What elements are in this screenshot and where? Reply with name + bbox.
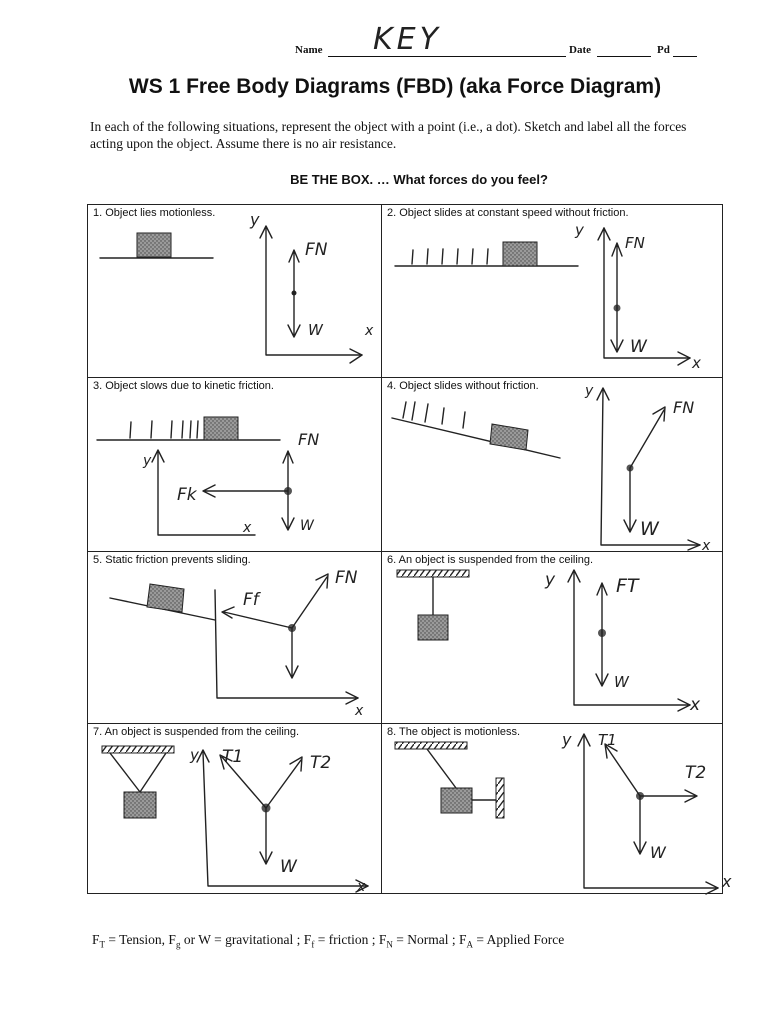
y-axis-label: y: [190, 746, 199, 764]
instructions: In each of the following situations, represent the object with a point (i.e., a dot). Sketch and label all the forces acting upon the object. Assume there is no air resistance.: [90, 119, 687, 151]
y-axis-label: y: [562, 730, 572, 749]
x-axis-label: x: [243, 520, 252, 536]
weight-label: W: [300, 518, 314, 534]
name-field[interactable]: [328, 56, 566, 57]
date-field[interactable]: [597, 56, 651, 57]
x-axis-label: x: [365, 323, 374, 339]
x-axis-label: x: [690, 695, 701, 715]
x-axis-label: x: [702, 538, 711, 554]
tension-2-label: T2: [310, 753, 332, 773]
date-label: Date: [569, 44, 591, 56]
problem-label-5: 5. Static friction prevents sliding.: [93, 554, 251, 566]
x-axis-label: x: [692, 354, 701, 372]
weight-label: W: [308, 321, 323, 339]
kinetic-friction-label: Fk: [177, 485, 197, 505]
name-label: Name: [295, 44, 323, 56]
subtitle: BE THE BOX. … What forces do you feel?: [290, 172, 548, 187]
problem-label-7: 7. An object is suspended from the ceiling.: [93, 726, 300, 738]
static-friction-label: Ff: [243, 590, 259, 610]
normal-force-label: FN: [335, 568, 358, 588]
normal-force-label: FN: [305, 240, 328, 260]
y-axis-label: y: [250, 210, 260, 229]
x-axis-label: x: [355, 703, 364, 719]
weight-label: W: [614, 673, 629, 691]
tension-2-label: T2: [685, 763, 707, 783]
weight-label: W: [280, 857, 297, 877]
legend-tension-symbol: F: [92, 932, 100, 947]
problem-cell-7: [88, 724, 382, 893]
x-axis-label: x: [357, 879, 366, 895]
problem-cell-8: [382, 724, 722, 893]
force-legend: $F_T$ = Tension, $F_g$ or W = gravitational ; $F_f$ = friction ; $F_N$ = Normal ; $F_A$ = Applied Force: [92, 932, 565, 950]
problem-label-3: 3. Object slows due to kinetic friction.: [93, 380, 274, 392]
weight-label: W: [630, 337, 647, 357]
problem-label-4: 4. Object slides without friction.: [387, 380, 539, 392]
normal-force-label: FN: [625, 234, 645, 252]
problem-grid: [87, 204, 723, 894]
y-axis-label: y: [545, 570, 556, 590]
y-axis-label: y: [143, 453, 152, 469]
y-axis-label: y: [575, 221, 584, 239]
name-value: KEY: [373, 22, 442, 57]
weight-label: W: [650, 843, 666, 862]
tension-1-label: T1: [222, 747, 244, 767]
x-axis-label: x: [722, 872, 732, 891]
period-label: Pd: [657, 44, 670, 56]
problem-cell-4: [382, 378, 722, 552]
period-field[interactable]: [673, 56, 697, 57]
page-title: WS 1 Free Body Diagrams (FBD) (aka Force Diagram): [128, 75, 662, 98]
weight-label: W: [640, 518, 659, 540]
problem-label-6: 6. An object is suspended from the ceiling.: [387, 554, 594, 566]
normal-force-label: FN: [673, 398, 695, 417]
problem-cell-2: [382, 205, 722, 378]
problem-label-1: 1. Object lies motionless.: [93, 207, 216, 219]
problem-label-8: 8. The object is motionless.: [387, 726, 521, 738]
problem-cell-6: [382, 552, 722, 724]
problem-cell-5: [88, 552, 382, 724]
y-axis-label: y: [585, 383, 594, 399]
tension-label: FT: [616, 575, 639, 597]
normal-force-label: FN: [298, 430, 320, 449]
tension-1-label: T1: [598, 731, 617, 749]
problem-cell-1: [88, 205, 382, 378]
problem-label-2: 2. Object slides at constant speed without friction.: [387, 207, 629, 219]
problem-cell-3: [88, 378, 382, 552]
